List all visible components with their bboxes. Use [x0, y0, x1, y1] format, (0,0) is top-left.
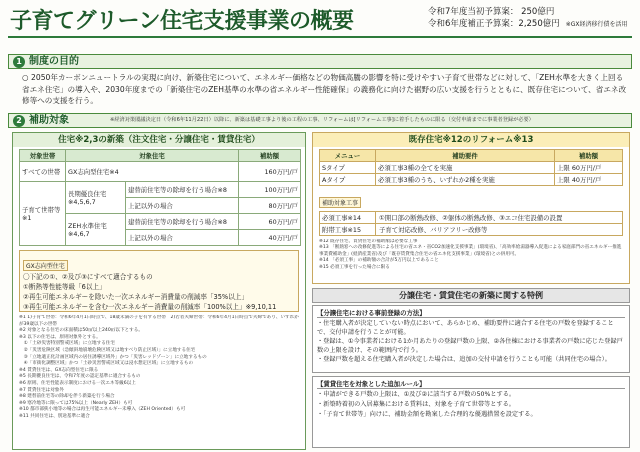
renovation-notes — [319, 239, 623, 281]
sale-item: ・登録は、①今事業者における1か月あたりの登録戸数の上限、②各住棟における事業者の戸数に応じた登録戸数の上限を設け、その範囲内で行う。 — [317, 338, 623, 354]
amount-cell: 160万円/戸 — [239, 162, 301, 182]
required-label: 必須工事※14 — [320, 212, 376, 223]
amount-cell: 上限 60万円/戸 — [555, 162, 623, 174]
note-line: ③「立地適正化計画区域内の居住誘導区域外」かつ「災害レッドゾーン」に立地するもの — [19, 354, 207, 360]
gx-label: GX志向型住宅 — [23, 260, 68, 271]
sale-registration-title: 【分譲住宅における事前登録の方法】 — [317, 308, 625, 318]
required-body: ①開口部の断熱改修、②躯体の断熱改修、③エコ住宅設備の設置 — [379, 214, 563, 222]
sale-item: ・住宅購入者が決定していない時点において、あらかじめ、補助要件に適合する住宅の戸数を登録することで、交付申請を行うことが可能。 — [317, 320, 614, 336]
note-line: ※6 原則、住宅性能表示制度における一次エネ等級6以上 — [19, 380, 136, 386]
note-line: ※1 1)子育て世帯：令和6年4月1日時点で、18歳未満の子を有する世帯 2)若者夫婦世帯：令和6年4月1日時点で夫婦であり、いずれかが39歳以下の世帯 — [19, 315, 299, 327]
col-header: 対象世帯 — [20, 150, 66, 162]
house-cell: GX志向型住宅※4 — [66, 162, 239, 182]
household-cell: 子育て世帯等※1 — [20, 182, 66, 246]
note-line: ※14 「必須工事」の補助額の合計が5万円以上であること — [319, 258, 439, 264]
sub-cell: ZEH水準住宅※4,6,7 — [66, 214, 126, 246]
gx-item: ②再生可能エネルギーを除いた一次エネルギー消費量の削減率「35%以上」 — [23, 293, 248, 301]
sale-registration-box — [312, 305, 630, 373]
house-cell: 上記以外の場合 — [126, 230, 239, 246]
rental-item: ・新築時着初の入居募集における賃料は、対象を子育て世帯等とする。 — [317, 401, 515, 408]
budget-line-2 — [428, 18, 628, 31]
household-cell: すべての世帯 — [20, 162, 66, 182]
section-1-label: 制度の目的 — [29, 56, 79, 67]
menu-cell: Sタイプ — [320, 162, 376, 174]
renovation-title: 既存住宅※12のリフォーム※13 — [313, 133, 629, 147]
budget-note: ※GX経済移行債を活用 — [565, 21, 628, 28]
house-cell: 建替前住宅等の除却を行う場合※8 — [126, 182, 239, 198]
rental-item: ・申請ができる戸数の上限は、①及び②に該当する戸数の50%とする。 — [317, 391, 516, 398]
table-header-row — [20, 150, 301, 162]
note-line: ※12 既存住宅、賃貸住宅の補助額は必要な工事 — [319, 239, 418, 244]
note-line: ※15 必須工事を行った場合に限る — [319, 264, 390, 270]
optional-row — [319, 224, 623, 236]
req-cell: 必須工事3種の全てを実施 — [376, 162, 555, 174]
section-2-label: 補助対象 — [29, 115, 69, 126]
note-line: ④「市街化調整区域」かつ「土砂災害警戒区域又は浸水想定区域」に立地するもの — [19, 361, 194, 367]
title-underline — [8, 36, 632, 38]
note-line: ※7 賃貸住宅は対象外 — [19, 387, 64, 393]
new-build-title: 住宅※2,3の新築（注文住宅・分譲住宅・賃貸住宅） — [13, 133, 305, 147]
page-title: 子育てグリーン住宅支援事業の概要 — [10, 9, 354, 34]
note-line: ※13 「断熱窓への改修促進等による住宅の省エネ・省CO2加速化支援事業」(環境省)、「高効率給湯器導入促進による家庭部門の省エネルギー推進事業費補助金」(経済産業省)及び「既存賃貸集合住宅の省エネ化支援事業」(環境省)との併用可。 — [319, 245, 622, 257]
section-2-number: 2 — [13, 115, 25, 127]
note-line: ※3 以下の住宅は、原則対象外とする。 — [19, 334, 101, 340]
table-row — [20, 162, 301, 182]
note-line: ※10 都市部狭小地等の場合は再生可能エネルギー未導入（ZEH Oriented）も可 — [19, 407, 186, 413]
col-header: 補助額 — [239, 150, 301, 162]
work-box — [319, 190, 623, 236]
section-1-number: 1 — [13, 56, 25, 68]
sub-cell: 長期優良住宅※4,5,6,7 — [66, 182, 126, 214]
budget-box — [428, 6, 628, 31]
special-title: 分譲住宅・賃貸住宅の新築に関する特例 — [312, 288, 630, 303]
menu-cell: Aタイプ — [320, 174, 376, 186]
col-header: 補助要件 — [376, 150, 555, 162]
note-line: ※4 賃貸住宅は、GX志向型住宅に限る — [19, 367, 99, 373]
rental-rules-title: 【賃貸住宅を対象とした追加ルール】 — [317, 379, 625, 389]
new-build-table — [19, 149, 301, 246]
amount-cell: 上限 40万円/戸 — [555, 174, 623, 186]
gx-item: ①断熱等性能等級「6以上」 — [23, 283, 106, 291]
purpose-text: ○ 2050年カーボンニュートラルの実現に向け、新築住宅について、エネルギー価格などの物価高騰の影響を特に受けやすい子育て世帯などに対して、「ZEH水準を大きく上回る省エネ住宅」の導入や、2030年度までの「新築住宅のZEH基準の水準の省エネルギー性能確保」の義務化に向けた裾野の広い支援を行うとともに、既存住宅について、省エネ改修等への支援を行う。 — [22, 73, 627, 105]
work-label: 補助対象工事 — [319, 197, 361, 208]
note-line: ②「災害危険区域（急傾斜地崩壊危険区域又は地すべり防止区域）」に立地する住宅 — [19, 347, 196, 353]
gx-item: ③再生可能エネルギーを含む一次エネルギー消費量の削減率「100%以上」※9,10,11 — [23, 303, 277, 311]
col-header: 対象住宅 — [66, 150, 239, 162]
table-header-row — [320, 150, 623, 162]
optional-body: 子育て対応改修、バリアフリー改修等 — [379, 226, 488, 234]
required-row — [319, 211, 623, 224]
table-row — [320, 162, 623, 174]
col-header: メニュー — [320, 150, 376, 162]
note-line: ※9 寒冷地等に限っては75%以上（Nearly ZEH）も可 — [19, 400, 133, 406]
amount-cell: 100万円/戸 — [239, 182, 301, 198]
amount-cell: 60万円/戸 — [239, 214, 301, 230]
renovation-table — [319, 149, 623, 186]
note-line: ※8 建替前住宅等の除却を伴う新築を行う場合 — [19, 394, 115, 400]
gx-box — [19, 250, 299, 312]
amount-cell: 40万円/戸 — [239, 230, 301, 246]
rental-item: ・「子育て世帯等」向けに、補助金額を勘案した合理的な優遇措置を設定する。 — [317, 411, 537, 418]
note-line: ※5 長期優良住宅は、令和7年度の認定基準に適合するもの — [19, 374, 141, 380]
optional-label: 附帯工事※15 — [320, 224, 376, 235]
table-row — [20, 182, 301, 198]
gx-body: 〇下記の①、②及び③にすべて適合するもの — [23, 273, 153, 281]
house-cell: 建替前住宅等の除却を行う場合※8 — [126, 214, 239, 230]
new-build-panel — [12, 132, 306, 450]
amount-cell: 80万円/戸 — [239, 198, 301, 214]
col-header: 補助額 — [555, 150, 623, 162]
section-1-header — [8, 54, 632, 69]
sale-item: ・登録戸数を超える住宅購入者が決定した場合は、追加の交付申請を行うことも可能（共同住宅の場合）。 — [317, 356, 611, 363]
new-build-notes — [19, 315, 299, 419]
note-line: ※2 対象となる住宅の床面積は50㎡以上240㎡以下とする。 — [19, 328, 143, 334]
budget-line-2-text: 令和6年度補正予算案：2,250億円 — [428, 19, 560, 29]
table-row — [320, 174, 623, 186]
req-cell: 必須工事3種のうち、いずれか2種を実施 — [376, 174, 555, 186]
note-line: ①「土砂災害特別警戒区域」に立地する住宅 — [19, 341, 115, 347]
house-cell: 上記以外の場合 — [126, 198, 239, 214]
renovation-panel — [312, 132, 630, 284]
rental-rules-box — [312, 376, 630, 448]
section-2-note: ※経済対策閣議決定日（令和6年11月22日）以降に、新築は基礎工事より後の工程の工事、リフォームは[リフォーム工事]に着手したものに限る（交付申請までに事業者登録が必要） — [110, 117, 534, 123]
note-line: ※11 共同住宅は、別途基準に適合 — [19, 413, 90, 419]
budget-line-1: 令和7年度当初予算案： 250億円 — [428, 7, 555, 17]
